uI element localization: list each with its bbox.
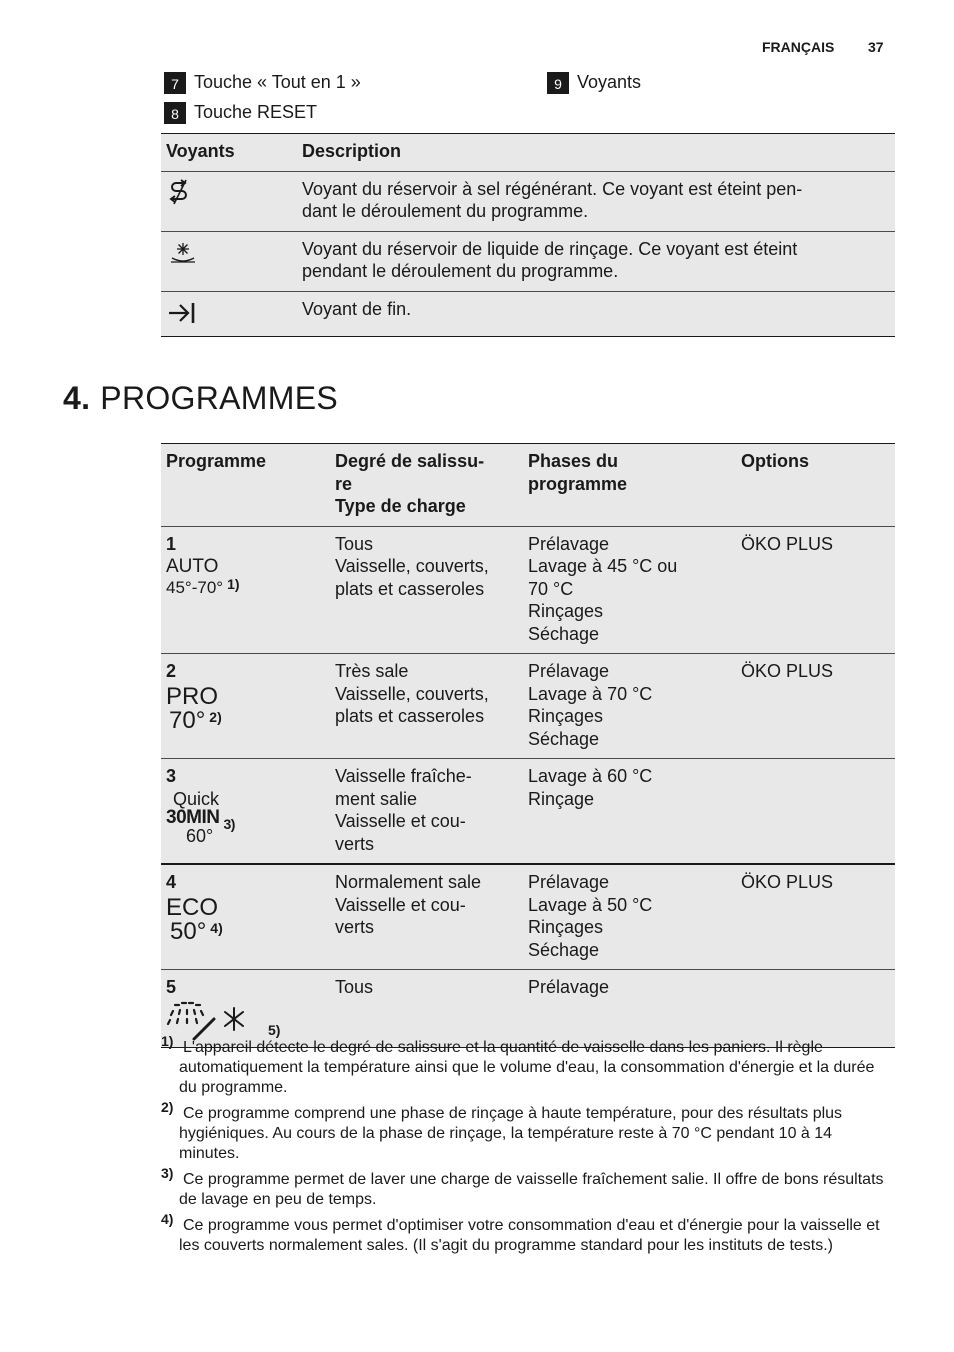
legend-number: 8 bbox=[164, 102, 186, 124]
table-row bbox=[161, 526, 895, 654]
footnote-mark: 2) bbox=[161, 1099, 174, 1115]
programme-temperature: 70° $^{2)}$ bbox=[169, 706, 222, 734]
indicator-icon-cell bbox=[161, 291, 297, 336]
programme-symbol: ECO bbox=[166, 893, 219, 921]
phases-cell: Prélavage Lavage à 50 °C Rinçages Séchage bbox=[523, 864, 736, 970]
legend-number: 9 bbox=[547, 72, 569, 94]
programme-number: 5 bbox=[166, 977, 177, 997]
footnote-2 bbox=[161, 1101, 896, 1164]
footnote-text: L'appareil détecte le degré de salissure et la quantité de vaisselle dans les paniers. Il règle automatiquement la température ainsi que le volume d'eau, la consommation d'énergie et la durée du programme. bbox=[179, 1039, 875, 1096]
programme-symbol-quick: Quick bbox=[173, 788, 220, 809]
table-row bbox=[161, 231, 895, 291]
footnote-text: Ce programme vous permet d'optimiser votre consommation d'eau et d'énergie pour la vaisselle et les couverts normalement sales. (Il s'agit du programme standard pour les instituts de tests.) bbox=[179, 1217, 880, 1254]
programme-cell bbox=[161, 759, 330, 865]
programme-temperature: 50° $^{4)}$ bbox=[170, 917, 223, 945]
indicator-icon-cell bbox=[161, 171, 297, 231]
column-header: Phases du programme bbox=[523, 444, 736, 527]
programme-symbol: 30MIN $_{3)}$ bbox=[166, 806, 235, 832]
footnote-mark: 1) bbox=[161, 1033, 174, 1049]
programme-temperature: 45°-70° $^{1)}$ bbox=[166, 576, 240, 597]
programme-number: 4 bbox=[166, 872, 177, 892]
footnote-text: Ce programme permet de laver une charge de vaisselle fraîchement salie. Il offre de bons résultats de lavage en peu de temps. bbox=[179, 1171, 884, 1208]
indicator-description: Voyant du réservoir de liquide de rinçage. Ce voyant est éteint pendant le déroulement du programme. bbox=[297, 231, 895, 291]
column-header: Description bbox=[297, 134, 895, 172]
footnote-3 bbox=[161, 1167, 896, 1210]
section-heading bbox=[63, 380, 338, 417]
programme-cell bbox=[161, 654, 330, 759]
legend-label: Touche « Tout en 1 » bbox=[194, 72, 361, 92]
footnote-ref: 4) bbox=[210, 919, 223, 936]
phases-cell: Prélavage Lavage à 70 °C Rinçages Séchage bbox=[523, 654, 736, 759]
phases-cell: Prélavage Lavage à 45 °C ou 70 °C Rinçages Séchage bbox=[523, 526, 736, 654]
legend-number: 7 bbox=[164, 72, 186, 94]
legend-item-9 bbox=[547, 71, 641, 94]
options-cell: ÖKO PLUS bbox=[736, 864, 895, 970]
column-header: Voyants bbox=[161, 134, 297, 172]
indicator-description: Voyant de fin. bbox=[297, 291, 895, 336]
salt-indicator-icon bbox=[166, 178, 198, 208]
programme-number: 3 bbox=[166, 766, 177, 786]
footnote-text: Ce programme comprend une phase de rinçage à haute température, pour des résultats plus hygiéniques. Au cours de la phase de rinçage, la température reste à 70 °C pendant 10 à 14 minutes. bbox=[179, 1105, 843, 1162]
legend-label: Voyants bbox=[577, 72, 642, 92]
table-row bbox=[161, 171, 895, 231]
soil-cell: Vaisselle fraîche- ment salie Vaisselle et cou- verts bbox=[330, 759, 523, 865]
footnote-mark: 4) bbox=[161, 1211, 174, 1227]
footnote-ref: 3) bbox=[223, 815, 235, 832]
options-cell bbox=[736, 759, 895, 865]
indicator-description: Voyant du réservoir à sel régénérant. Ce voyant est éteint pen- dant le déroulement du programme. bbox=[297, 171, 895, 231]
table-header-row bbox=[161, 134, 895, 172]
indicators-table bbox=[161, 133, 895, 337]
options-cell: ÖKO PLUS bbox=[736, 654, 895, 759]
programmes-table bbox=[161, 443, 895, 1048]
programme-symbol: PRO bbox=[166, 682, 219, 710]
options-cell: ÖKO PLUS bbox=[736, 526, 895, 654]
rinse-aid-indicator-icon bbox=[166, 238, 198, 268]
soil-cell: Tous bbox=[330, 970, 523, 1048]
indicator-icon-cell bbox=[161, 231, 297, 291]
table-row bbox=[161, 864, 895, 970]
footnote-4 bbox=[161, 1213, 896, 1256]
table-header-row bbox=[161, 444, 895, 527]
soil-cell: Très sale Vaisselle, couverts, plats et casseroles bbox=[330, 654, 523, 759]
programme-symbol: AUTO bbox=[166, 556, 219, 577]
footnote-ref: 1) bbox=[227, 576, 240, 592]
programme-number: 2 bbox=[166, 661, 177, 681]
section-title: PROGRAMMES bbox=[100, 380, 338, 416]
legend-item-8 bbox=[164, 101, 317, 124]
column-header: Programme bbox=[161, 444, 330, 527]
table-row bbox=[161, 759, 895, 865]
page-number: 37 bbox=[868, 39, 884, 55]
footnote-ref: 2) bbox=[209, 708, 222, 725]
soil-cell: Tous Vaisselle, couverts, plats et casseroles bbox=[330, 526, 523, 654]
phases-cell: Lavage à 60 °C Rinçage bbox=[523, 759, 736, 865]
legend-item-7 bbox=[164, 71, 361, 94]
phases-cell: Prélavage bbox=[523, 970, 736, 1048]
legend-label: Touche RESET bbox=[194, 102, 318, 122]
column-header: Options bbox=[736, 444, 895, 527]
header-language: FRANÇAIS bbox=[762, 39, 835, 55]
programme-temperature: 60° bbox=[186, 825, 214, 846]
programme-number: 1 bbox=[166, 533, 177, 554]
programme-cell bbox=[161, 526, 330, 654]
column-header: Degré de salissu- re Type de charge bbox=[330, 444, 523, 527]
footnote-mark: 3) bbox=[161, 1165, 174, 1181]
table-row bbox=[161, 654, 895, 759]
section-number: 4. bbox=[63, 380, 91, 416]
end-indicator-icon bbox=[166, 298, 198, 328]
table-row bbox=[161, 291, 895, 336]
footnote-1 bbox=[161, 1035, 896, 1098]
programme-cell bbox=[161, 864, 330, 970]
footnote-ref: 5) bbox=[268, 1022, 281, 1039]
soil-cell: Normalement sale Vaisselle et cou- verts bbox=[330, 864, 523, 970]
